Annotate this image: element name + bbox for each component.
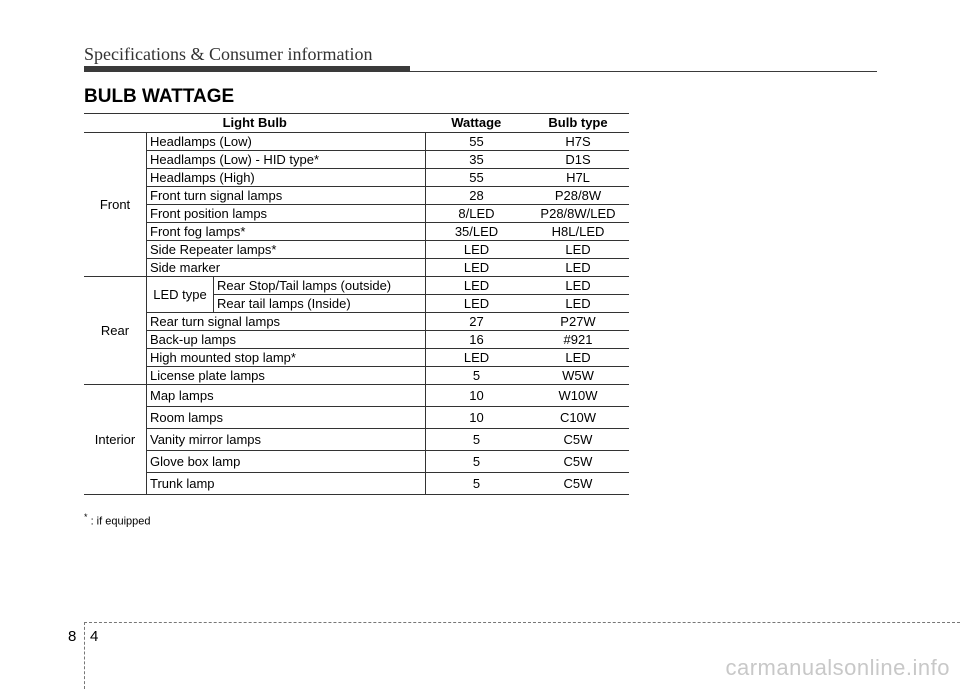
bulb-type: H7L xyxy=(527,169,629,187)
bulb-name: Trunk lamp xyxy=(147,473,426,495)
bulb-type: P28/8W/LED xyxy=(527,205,629,223)
bulb-wattage: 35 xyxy=(426,151,528,169)
bulb-wattage: 10 xyxy=(426,385,528,407)
table-row xyxy=(84,187,629,205)
bulb-name: High mounted stop lamp* xyxy=(147,349,426,367)
bulb-wattage: 16 xyxy=(426,331,528,349)
bulb-type: LED xyxy=(527,295,629,313)
footnote xyxy=(84,512,151,528)
bulb-name: Rear tail lamps (Inside) xyxy=(214,295,426,313)
bulb-wattage: 55 xyxy=(426,169,528,187)
bulb-wattage: 8/LED xyxy=(426,205,528,223)
bulb-type: LED xyxy=(527,259,629,277)
bulb-name: Side Repeater lamps* xyxy=(147,241,426,259)
bulb-wattage: LED xyxy=(426,349,528,367)
table-row xyxy=(84,277,629,295)
bulb-type: LED xyxy=(527,349,629,367)
page-section-number: 8 xyxy=(68,628,77,645)
bulb-wattage: 5 xyxy=(426,367,528,385)
bulb-wattage: LED xyxy=(426,241,528,259)
bulb-type: #921 xyxy=(527,331,629,349)
footer-divider xyxy=(84,622,960,623)
bulb-name: Back-up lamps xyxy=(147,331,426,349)
table-row xyxy=(84,367,629,385)
footnote-mark: * xyxy=(84,512,88,522)
footnote-text: : if equipped xyxy=(87,515,151,528)
bulb-name: Room lamps xyxy=(147,407,426,429)
watermark: carmanualsonline.info xyxy=(725,655,950,680)
bulb-name: Front turn signal lamps xyxy=(147,187,426,205)
section-title: BULB WATTAGE xyxy=(84,86,235,107)
bulb-name: Rear Stop/Tail lamps (outside) xyxy=(214,277,426,295)
bulb-type: W10W xyxy=(527,385,629,407)
led-type-label: LED type xyxy=(147,277,214,313)
bulb-wattage: 35/LED xyxy=(426,223,528,241)
group-front: Front xyxy=(84,133,147,277)
bulb-type: LED xyxy=(527,241,629,259)
bulb-name: Headlamps (High) xyxy=(147,169,426,187)
bulb-wattage: 5 xyxy=(426,429,528,451)
table-row xyxy=(84,349,629,367)
bulb-wattage-table xyxy=(84,113,629,495)
bulb-type: H8L/LED xyxy=(527,223,629,241)
bulb-name: Headlamps (Low) - HID type* xyxy=(147,151,426,169)
bulb-name: Side marker xyxy=(147,259,426,277)
table-row xyxy=(84,241,629,259)
header-bulb-type: Bulb type xyxy=(527,114,629,133)
table-header-row xyxy=(84,114,629,133)
bulb-name: License plate lamps xyxy=(147,367,426,385)
table-row xyxy=(84,169,629,187)
bulb-wattage: 5 xyxy=(426,451,528,473)
table-row xyxy=(84,407,629,429)
bulb-wattage: 27 xyxy=(426,313,528,331)
table-row xyxy=(84,133,629,151)
table-row xyxy=(84,429,629,451)
bulb-name: Rear turn signal lamps xyxy=(147,313,426,331)
table-row xyxy=(84,473,629,495)
bulb-type: P28/8W xyxy=(527,187,629,205)
table-row xyxy=(84,385,629,407)
bulb-wattage: 55 xyxy=(426,133,528,151)
bulb-type: LED xyxy=(527,277,629,295)
bulb-wattage: 10 xyxy=(426,407,528,429)
bulb-name: Headlamps (Low) xyxy=(147,133,426,151)
footer-vertical-divider xyxy=(84,622,85,689)
table-row xyxy=(84,313,629,331)
group-interior: Interior xyxy=(84,385,147,495)
bulb-type: W5W xyxy=(527,367,629,385)
bulb-wattage: 28 xyxy=(426,187,528,205)
header-wattage: Wattage xyxy=(426,114,528,133)
group-rear: Rear xyxy=(84,277,147,385)
page-number: 4 xyxy=(90,628,99,645)
bulb-wattage: LED xyxy=(426,295,528,313)
bulb-wattage: 5 xyxy=(426,473,528,495)
bulb-type: D1S xyxy=(527,151,629,169)
bulb-name: Front position lamps xyxy=(147,205,426,223)
table-row xyxy=(84,331,629,349)
bulb-name: Vanity mirror lamps xyxy=(147,429,426,451)
bulb-type: C10W xyxy=(527,407,629,429)
header-rule xyxy=(410,71,877,72)
table-row xyxy=(84,223,629,241)
bulb-name: Map lamps xyxy=(147,385,426,407)
bulb-name: Front fog lamps* xyxy=(147,223,426,241)
table-row xyxy=(84,151,629,169)
bulb-type: P27W xyxy=(527,313,629,331)
header-bar xyxy=(84,66,410,72)
table-row xyxy=(84,205,629,223)
page-header-title: Specifications & Consumer information xyxy=(84,44,373,64)
bulb-wattage: LED xyxy=(426,259,528,277)
table-row xyxy=(84,451,629,473)
bulb-type: C5W xyxy=(527,429,629,451)
bulb-type: C5W xyxy=(527,473,629,495)
bulb-type: C5W xyxy=(527,451,629,473)
table-row xyxy=(84,259,629,277)
header-light-bulb: Light Bulb xyxy=(84,114,426,133)
bulb-wattage: LED xyxy=(426,277,528,295)
bulb-type: H7S xyxy=(527,133,629,151)
bulb-name: Glove box lamp xyxy=(147,451,426,473)
